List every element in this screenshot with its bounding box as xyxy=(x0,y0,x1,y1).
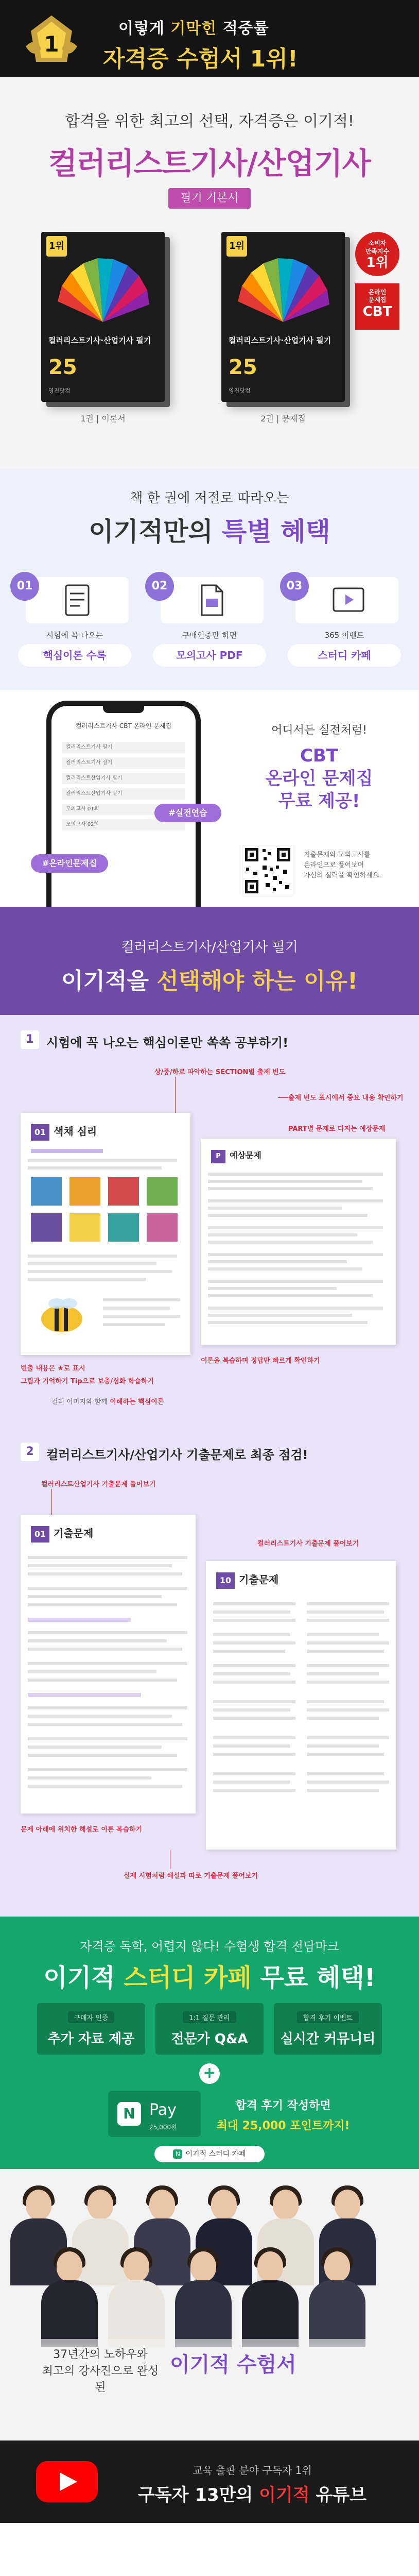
banner-line1 xyxy=(118,15,269,38)
benefit-desc: 365 이벤트 xyxy=(324,631,364,640)
qr-code-icon[interactable] xyxy=(242,845,293,896)
annotation-bottom1: 빈출 내용은 ★로 표시 xyxy=(21,1365,85,1372)
text-line xyxy=(307,1650,384,1653)
point-title: 시험에 꼭 나오는 핵심이론만 쏙쏙 공부하기! xyxy=(46,1036,289,1050)
cafe-benefit-label: 구매자 인증 xyxy=(68,2011,115,2023)
text-line xyxy=(28,1776,151,1780)
top-banner xyxy=(0,0,419,77)
text-line xyxy=(208,1280,383,1283)
youtube-title-prefix: 구독자 13만의 xyxy=(137,2485,259,2505)
text-line xyxy=(208,1314,352,1317)
body xyxy=(41,2280,98,2347)
text-line xyxy=(213,1619,295,1622)
npay-amount: 25,000원 xyxy=(149,2124,177,2131)
head xyxy=(335,2190,360,2219)
body xyxy=(175,2280,232,2347)
color-swatch-grid-icon xyxy=(31,1177,180,1244)
text-line xyxy=(208,1307,383,1310)
annotation-left1-text: 컬러 이미지와 함께 xyxy=(51,1398,108,1406)
head xyxy=(149,2190,175,2219)
past-exam-page-2 xyxy=(206,1561,396,1850)
text-line xyxy=(208,1180,362,1183)
text-line xyxy=(28,1595,162,1598)
text-line xyxy=(208,1214,368,1217)
text-line xyxy=(208,1253,383,1256)
page1-number: 01 xyxy=(31,1526,49,1543)
text-line xyxy=(213,1708,290,1711)
benefit-pill: 모의고사 PDF xyxy=(153,644,266,667)
color-fan-icon xyxy=(57,245,149,337)
annotation-bottom3: 이론을 복습하며 정답만 빠르게 확인하기 xyxy=(201,1357,320,1365)
text-line xyxy=(28,1715,172,1718)
head xyxy=(88,2190,113,2219)
text-line xyxy=(213,1633,290,1636)
cbt-heading xyxy=(242,721,396,812)
cafe-benefit-box xyxy=(37,2003,145,2055)
reward-line2: 최대 25,000 포인트까지! xyxy=(216,2120,350,2132)
head xyxy=(124,2251,149,2281)
annotation-line xyxy=(278,1097,288,1098)
body xyxy=(108,2280,165,2347)
teachers-section xyxy=(0,2169,419,2441)
book-cover xyxy=(41,232,165,402)
text-line xyxy=(28,1737,187,1740)
teachers-line1: 37년간의 노하우와 xyxy=(53,2348,148,2361)
annotation-left1 xyxy=(51,1396,164,1406)
annotation-line xyxy=(51,1489,52,1515)
books-tag: 필기 기본서 xyxy=(168,188,251,209)
annotation-bottom: 실제 시험처럼 해설과 따로 기출문제 풀어보기 xyxy=(124,1872,258,1880)
text-line xyxy=(213,1611,290,1614)
benefit-desc: 시험에 꼭 나오는 xyxy=(46,631,103,640)
benefit-icon-box xyxy=(161,577,264,623)
rank-badge: 1위 xyxy=(46,236,67,257)
qr-description xyxy=(304,850,407,881)
phone-title: 컬러리스트기사 CBT 온라인 문제집 xyxy=(75,722,172,730)
text-line xyxy=(28,1745,162,1749)
text-line xyxy=(213,1744,290,1748)
text-line xyxy=(28,1556,187,1559)
benefit-card-2[interactable] xyxy=(145,572,274,670)
benefit-desc: 구매인증만 하면 xyxy=(182,631,237,640)
cafe-title-suffix: 무료 혜택! xyxy=(251,1963,376,1992)
books-section xyxy=(0,77,419,469)
head xyxy=(57,2251,82,2281)
naver-cafe-icon: N xyxy=(173,2149,182,2159)
text-line xyxy=(28,1670,156,1673)
books-subtitle: 합격을 위한 최고의 선택, 자격증은 이기적! xyxy=(65,112,354,130)
past-exam-page-1 xyxy=(21,1515,196,1814)
benefit-icon-box xyxy=(26,577,129,623)
text-line xyxy=(208,1294,373,1297)
text-line xyxy=(103,1315,180,1318)
point-number: 2 xyxy=(21,1443,39,1461)
teachers-line2: 최고의 강사진으로 완성된 xyxy=(42,2365,159,2394)
cafe-benefit-box xyxy=(155,2003,264,2055)
text-line xyxy=(307,1772,384,1775)
cafe-subtitle: 자격증 독학, 어렵지 않다! 수험생 합격 전담마크 xyxy=(80,1939,339,1954)
benefit-icon-box xyxy=(295,577,398,623)
teachers-title: 이기적 수험서 xyxy=(170,2353,296,2377)
book-cover-title: 컬러리스트기사·산업기사 필기 xyxy=(229,336,331,345)
chapter-title: 색채 심리 xyxy=(54,1125,97,1138)
phone-list-item[interactable]: 컬러리스트기사 실기 xyxy=(62,757,185,769)
page2-title: 기출문제 xyxy=(239,1573,279,1586)
book-theory[interactable] xyxy=(31,232,196,423)
reasons-title-highlight: 선택해야 하는 이유! xyxy=(156,968,358,994)
text-line xyxy=(208,1226,383,1229)
rank-badge: 1위 xyxy=(226,236,247,257)
text-line xyxy=(208,1187,373,1190)
book-problems[interactable] xyxy=(211,232,376,423)
benefits-title xyxy=(0,511,419,548)
text-line xyxy=(28,1679,177,1682)
youtube-title xyxy=(118,2481,386,2506)
pdf-file-icon xyxy=(197,583,228,617)
text-line xyxy=(28,1639,167,1642)
text-line xyxy=(28,1564,172,1567)
text-line xyxy=(28,1262,156,1265)
right-chapter-title: 예상문제 xyxy=(230,1150,261,1160)
cbt-title-line2: 온라인 문제집 xyxy=(265,768,373,789)
text-line xyxy=(213,1736,295,1739)
point-title: 컬러리스트기사/산업기사 기출문제로 최종 점검! xyxy=(46,1448,308,1462)
highlight-bar xyxy=(31,1149,103,1153)
annotation-bottom2: 그림과 기억하기 Tip으로 보충/심화 학습하기 xyxy=(21,1378,154,1385)
text-line xyxy=(307,1619,389,1622)
npay-card xyxy=(108,2091,201,2137)
text-line xyxy=(208,1241,373,1244)
phone-list-item[interactable]: 모의고사 01회 xyxy=(62,804,185,815)
text-line xyxy=(208,1267,362,1270)
book-publisher: 영진닷컴 xyxy=(48,387,71,394)
phone-list-item[interactable]: 컬러리스트산업기사 실기 xyxy=(62,788,185,800)
qr-text-line1: 기출문제와 모의고사를 xyxy=(304,851,371,859)
head xyxy=(257,2251,283,2281)
text-line xyxy=(208,1233,357,1236)
benefits-title-highlight: 특별 혜택 xyxy=(222,517,330,547)
book-cover xyxy=(221,232,345,402)
book-label: 2권 | 문제집 xyxy=(260,414,306,423)
naver-n-icon: N xyxy=(117,2102,141,2126)
chapter-heading xyxy=(31,1123,97,1140)
cafe-title-prefix: 이기적 xyxy=(43,1963,124,1992)
badge-number: 1 xyxy=(44,31,59,57)
text-line xyxy=(28,1572,182,1575)
body xyxy=(242,2280,299,2347)
cbt-section xyxy=(0,690,419,907)
book-cover-number: 25 xyxy=(229,355,257,379)
head xyxy=(324,2251,350,2281)
text-line xyxy=(307,1664,389,1667)
satisfaction-badge xyxy=(355,232,399,276)
square-badge-line1: 온라인 xyxy=(368,289,387,296)
cbt-title-line3: 무료 제공! xyxy=(278,791,360,811)
text-line xyxy=(208,1207,342,1210)
annotation-line xyxy=(175,1077,176,1113)
cbt-subtitle: 어디서든 실전처럼! xyxy=(271,724,367,737)
text-line xyxy=(307,1744,379,1748)
annotation-right2: PART별 문제로 다지는 예상문제 xyxy=(288,1125,386,1133)
text-line xyxy=(213,1681,295,1684)
text-line xyxy=(213,1781,290,1784)
square-badge-line2: 문제집 xyxy=(368,296,387,303)
play-triangle xyxy=(60,2472,77,2491)
annotation-top: 상/중/하로 파악하는 SECTION별 출제 빈도 xyxy=(154,1069,286,1076)
document-list-icon xyxy=(62,583,93,617)
text-line xyxy=(103,1298,180,1301)
npay-text: Pay xyxy=(149,2101,177,2119)
first-place-badge-icon xyxy=(26,10,77,67)
text-line xyxy=(28,1648,182,1651)
text-line xyxy=(28,1631,187,1634)
cbt-title-line1: CBT xyxy=(300,745,339,766)
text-line xyxy=(307,1672,379,1675)
annotation-right: 컬러리스트기사 기출문제 풀어보기 xyxy=(257,1540,359,1548)
text-line xyxy=(208,1321,368,1324)
hashtag-online: #온라인문제집 xyxy=(31,854,108,873)
cafe-benefit-label: 1:1 질문 관리 xyxy=(183,2011,236,2023)
text-line xyxy=(28,1662,187,1665)
head xyxy=(211,2190,237,2219)
text-line xyxy=(307,1736,389,1739)
benefits-section xyxy=(0,469,419,690)
text-line xyxy=(28,1587,187,1590)
point2-section xyxy=(0,1427,419,1917)
cbt-title xyxy=(242,744,396,812)
text-line xyxy=(307,1789,379,1792)
theory-page-preview xyxy=(21,1113,190,1355)
benefit-number: 02 xyxy=(145,572,174,601)
text-line xyxy=(213,1789,295,1792)
text-line xyxy=(213,1753,295,1756)
reward-text xyxy=(216,2097,350,2133)
text-line xyxy=(208,1260,347,1263)
youtube-title-suffix: 유튜브 xyxy=(309,2485,367,2505)
study-cafe-link[interactable] xyxy=(154,2146,265,2162)
reasons-title-prefix: 이기적을 xyxy=(61,968,157,994)
text-line xyxy=(213,1772,295,1775)
chapter-heading xyxy=(216,1571,278,1588)
benefit-number: 01 xyxy=(10,572,39,601)
text-line xyxy=(213,1717,295,1720)
benefit-pill: 핵심이론 수록 xyxy=(18,644,131,667)
book-publisher: 영진닷컴 xyxy=(229,387,251,394)
reasons-subtitle: 컬러리스트기사/산업기사 필기 xyxy=(121,940,298,955)
qr-text-line3: 자신의 실력을 확인하세요. xyxy=(304,872,381,879)
benefit-card-1[interactable] xyxy=(10,572,139,670)
teachers-description xyxy=(41,2347,160,2396)
study-cafe-link-label: 이기적 스터디 카페 xyxy=(185,2150,246,2158)
highlight-bar xyxy=(28,1618,131,1622)
text-line xyxy=(307,1700,384,1703)
phone-list-item[interactable]: 컬러리스트산업기사 필기 xyxy=(62,773,185,784)
banner-line1-highlight: 기막힌 xyxy=(170,20,217,38)
chapter-heading: P 예상문제 xyxy=(211,1149,261,1165)
text-line xyxy=(213,1664,295,1667)
circle-badge-big: 1위 xyxy=(366,255,389,270)
text-line xyxy=(103,1323,165,1326)
cafe-benefit-value: 전문가 Q&A xyxy=(171,2031,248,2047)
book-label: 1권 | 이론서 xyxy=(80,414,126,423)
cafe-title-highlight: 스터디 카페 xyxy=(124,1963,252,1992)
text-line xyxy=(307,1681,389,1684)
benefits-subtitle: 책 한 권에 저절로 따라오는 xyxy=(130,490,289,506)
benefit-number: 03 xyxy=(280,572,309,601)
banner-line1-prefix: 이렇게 xyxy=(118,20,171,38)
text-line xyxy=(28,1768,187,1771)
text-line xyxy=(28,1706,187,1709)
text-line xyxy=(103,1307,170,1310)
youtube-subtitle: 교육 출판 분야 구독자 1위 xyxy=(193,2464,312,2477)
benefit-pill: 스터디 카페 xyxy=(288,644,401,667)
phone-notch xyxy=(103,706,144,713)
youtube-section[interactable] xyxy=(0,2441,419,2523)
reasons-title xyxy=(0,962,419,995)
color-fan-icon xyxy=(237,245,329,337)
books-title: 컬러리스트기사/산업기사 xyxy=(48,146,371,181)
text-line xyxy=(213,1602,295,1605)
text-line xyxy=(213,1700,295,1703)
cafe-title xyxy=(0,1958,419,1993)
text-line xyxy=(213,1672,290,1675)
qr-text-line2: 온라인으로 풀어보며 xyxy=(304,861,364,869)
phone-list-item[interactable]: 모의고사 02회 xyxy=(62,819,185,831)
head xyxy=(273,2190,299,2219)
text-line xyxy=(307,1708,389,1711)
hashtag-practice: #실전연습 xyxy=(154,804,221,822)
point-number: 1 xyxy=(21,1030,39,1049)
bee-illustration-icon xyxy=(31,1288,93,1345)
reward-line1: 합격 후기 작성하면 xyxy=(235,2099,331,2112)
page1-title: 기출문제 xyxy=(54,1527,94,1539)
text-line xyxy=(208,1173,383,1176)
text-line xyxy=(307,1781,389,1784)
circle-badge-line1: 소비자 xyxy=(368,240,387,247)
text-line xyxy=(208,1199,383,1202)
benefit-card-3[interactable] xyxy=(280,572,409,670)
annotation-right1: 출제 빈도 표시에서 중요 내용 확인하기 xyxy=(288,1094,404,1102)
text-line xyxy=(28,1159,177,1162)
chapter-number: 01 xyxy=(31,1124,49,1141)
text-line xyxy=(307,1717,379,1720)
study-cafe-section xyxy=(0,1917,419,2169)
reasons-section xyxy=(0,907,419,1015)
text-line xyxy=(307,1611,384,1614)
text-line xyxy=(307,1753,384,1756)
cbt-badge xyxy=(355,283,399,330)
youtube-icon[interactable] xyxy=(36,2461,98,2502)
text-line xyxy=(28,1270,172,1273)
text-line xyxy=(307,1633,379,1636)
text-line xyxy=(28,1754,177,1757)
youtube-title-highlight: 이기적 xyxy=(259,2485,310,2505)
phone-list-item[interactable]: 컬러리스트기사 필기 xyxy=(62,742,185,753)
circle-badge-line2: 만족지수 xyxy=(365,248,390,255)
cafe-benefit-label: 합격 후기 이벤트 xyxy=(297,2011,359,2023)
text-line xyxy=(28,1278,146,1281)
text-line xyxy=(28,1255,177,1258)
text-line xyxy=(213,1650,285,1653)
chapter-heading xyxy=(31,1525,93,1541)
text-line xyxy=(208,1287,337,1290)
head xyxy=(190,2251,216,2281)
text-line xyxy=(28,1723,182,1726)
banner-line1-suffix: 적중률 xyxy=(217,20,269,38)
cafe-benefit-value: 추가 자료 제공 xyxy=(47,2031,135,2047)
annotation-left: 문제 아래에 위치한 해설로 이론 복습하기 xyxy=(21,1826,143,1834)
cafe-benefit-box xyxy=(274,2003,382,2055)
book-cover-number: 25 xyxy=(48,355,77,379)
body xyxy=(309,2280,365,2347)
benefits-title-prefix: 이기적만의 xyxy=(89,517,222,547)
cafe-benefit-value: 실시간 커뮤니티 xyxy=(280,2031,376,2047)
book-cover-title: 컬러리스트기사·산업기사 필기 xyxy=(48,336,151,345)
text-line xyxy=(28,1785,182,1788)
highlight-bar xyxy=(28,1693,141,1697)
point1-section xyxy=(0,1015,419,1427)
square-badge-big: CBT xyxy=(362,304,392,319)
text-line xyxy=(28,1166,162,1170)
text-line xyxy=(213,1641,295,1645)
head xyxy=(26,2190,51,2219)
annotation-left2-text: 이해하는 핵심이론 xyxy=(110,1398,164,1406)
text-line xyxy=(307,1641,389,1645)
text-line xyxy=(28,1603,177,1606)
practice-page-preview xyxy=(201,1139,396,1345)
page2-number: 10 xyxy=(216,1572,235,1589)
banner-headline: 자격증 수험서 1위! xyxy=(103,46,298,72)
annotation-top: 컬러리스트산업기사 기출문제 풀어보기 xyxy=(41,1481,156,1488)
text-line xyxy=(307,1602,389,1605)
video-play-icon xyxy=(331,583,365,617)
plus-icon: + xyxy=(199,2063,220,2084)
